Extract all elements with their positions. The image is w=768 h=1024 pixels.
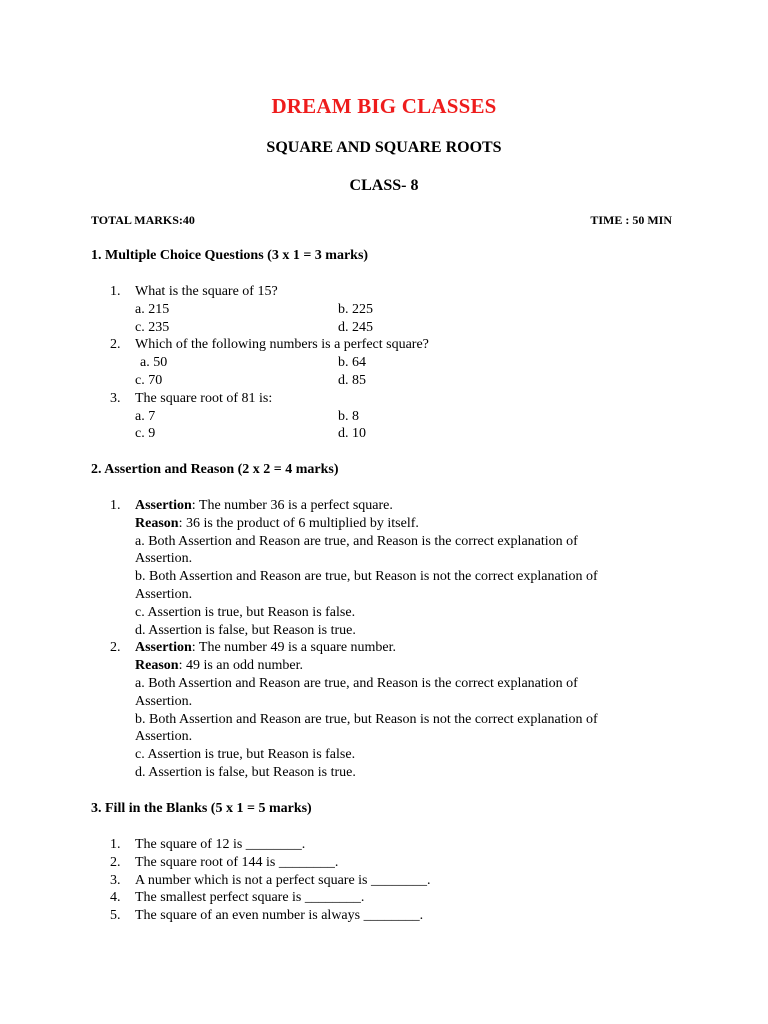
option-c: c. 235 [135, 319, 170, 335]
option-d-line [110, 622, 670, 640]
reason-text: : 49 is an odd number. [178, 658, 303, 674]
option-c: c. 70 [135, 372, 163, 388]
reason-label: Reason [135, 515, 179, 531]
question-number: 1. [110, 284, 121, 299]
mcq-options-row [110, 425, 670, 443]
option-b-cont [110, 728, 670, 746]
assertion-reason-list [110, 497, 670, 782]
total-marks: TOTAL MARKS:40 [91, 213, 195, 227]
mcq-heading: 1. Multiple Choice Questions (3 x 1 = 3 marks) [91, 248, 369, 263]
item-number: 4. [110, 890, 121, 906]
assertion-line [110, 497, 670, 515]
item-text: The square of an even number is always ________. [135, 908, 424, 924]
assertion-reason-heading: 2. Assertion and Reason (2 x 2 = 4 marks) [91, 462, 339, 477]
mcq-list [110, 283, 670, 443]
reason-text-wrap [135, 515, 419, 533]
option-b-line [110, 711, 670, 729]
fill-item [110, 854, 670, 872]
item-text: The square root of 144 is ________. [135, 854, 339, 870]
assertion-text-wrap [135, 639, 396, 657]
fill-blanks-list [110, 836, 670, 925]
assertion-label: Assertion [135, 640, 192, 656]
reason-line [110, 657, 670, 675]
question-text: The square root of 81 is: [135, 390, 273, 406]
question-text: What is the square of 15? [135, 284, 278, 299]
item-number: 1. [110, 498, 121, 513]
item-number: 2. [110, 640, 121, 656]
option-a-continued: Assertion. [135, 693, 193, 709]
option-c: c. Assertion is true, but Reason is false. [135, 747, 356, 763]
option-d: d. Assertion is false, but Reason is true. [135, 622, 356, 638]
fill-item [110, 872, 670, 890]
option-b: b. 8 [338, 408, 359, 424]
class-label: CLASS- 8 [349, 177, 419, 194]
question-text: Which of the following numbers is a perfect square? [135, 337, 429, 353]
assertion-line [110, 639, 670, 657]
assertion-text: : The number 49 is a square number. [191, 640, 397, 656]
mcq-question [110, 336, 670, 354]
option-d: d. Assertion is false, but Reason is true. [135, 764, 356, 780]
option-a: a. 215 [135, 301, 170, 317]
question-number: 2. [110, 337, 121, 353]
fill-item [110, 907, 670, 925]
option-b-continued: Assertion. [135, 586, 193, 602]
option-b: b. Both Assertion and Reason are true, but Reason is not the correct explanation of [135, 569, 598, 585]
fill-item [110, 836, 670, 854]
option-c-line [110, 604, 670, 622]
reason-label: Reason [135, 658, 179, 674]
option-b-continued: Assertion. [135, 729, 193, 745]
mcq-question [110, 390, 670, 408]
mcq-question [110, 283, 670, 301]
option-a: a. Both Assertion and Reason are true, and Reason is the correct explanation of [135, 675, 578, 691]
option-c: c. Assertion is true, but Reason is false. [135, 604, 356, 620]
option-a-line [110, 533, 670, 551]
option-d-line [110, 764, 670, 782]
option-d: d. 245 [338, 319, 373, 335]
option-b: b. 225 [338, 301, 373, 317]
option-a-line [110, 675, 670, 693]
option-a: a. Both Assertion and Reason are true, and Reason is the correct explanation of [135, 533, 578, 549]
item-number: 5. [110, 908, 121, 924]
option-a: a. 7 [135, 408, 156, 424]
time-limit: TIME : 50 MIN [590, 213, 672, 227]
item-number: 2. [110, 854, 121, 870]
worksheet-subtitle: SQUARE AND SQUARE ROOTS [266, 139, 502, 156]
option-c: c. 9 [135, 426, 156, 442]
reason-text: : 36 is the product of 6 multiplied by itself. [178, 515, 419, 531]
option-c-line [110, 746, 670, 764]
option-d: d. 10 [338, 426, 366, 442]
reason-text-wrap [135, 657, 303, 675]
mcq-options-row [110, 319, 670, 337]
option-a-continued: Assertion. [135, 551, 193, 567]
question-number: 3. [110, 390, 121, 406]
option-b: b. Both Assertion and Reason are true, but Reason is not the correct explanation of [135, 711, 598, 727]
option-a: a. 50 [140, 355, 168, 371]
school-title: DREAM BIG CLASSES [271, 94, 497, 118]
reason-line [110, 515, 670, 533]
option-b: b. 64 [338, 355, 366, 371]
option-a-cont [110, 693, 670, 711]
assertion-text-wrap [135, 497, 393, 515]
assertion-text: : The number 36 is a perfect square. [191, 498, 393, 513]
item-text: The smallest perfect square is ________. [135, 890, 365, 906]
item-text: The square of 12 is ________. [135, 837, 306, 852]
fill-blanks-heading: 3. Fill in the Blanks (5 x 1 = 5 marks) [91, 801, 312, 816]
option-b-cont [110, 586, 670, 604]
mcq-options-row [110, 408, 670, 426]
item-number: 3. [110, 872, 121, 888]
item-text: A number which is not a perfect square is ________. [135, 872, 431, 888]
fill-item [110, 889, 670, 907]
mcq-options-row [110, 301, 670, 319]
option-b-line [110, 568, 670, 586]
option-a-cont [110, 550, 670, 568]
mcq-options-row [110, 372, 670, 390]
mcq-options-row [110, 354, 670, 372]
item-number: 1. [110, 837, 121, 852]
option-d: d. 85 [338, 372, 366, 388]
assertion-label: Assertion [135, 498, 192, 513]
